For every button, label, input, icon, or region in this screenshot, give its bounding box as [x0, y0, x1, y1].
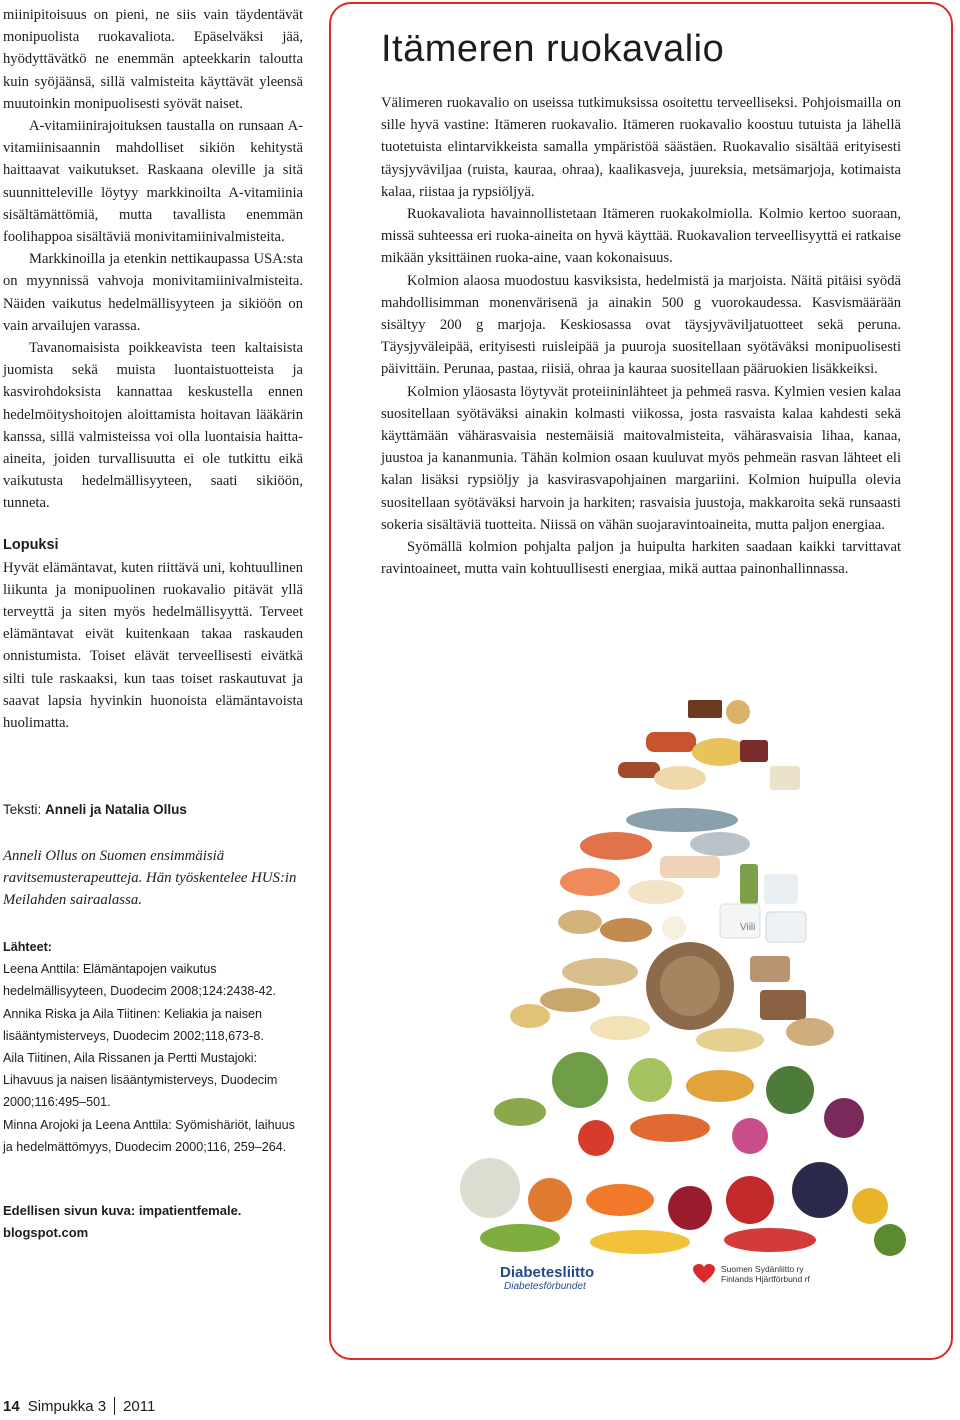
- paragraph-4: Tavanomaisista poikkeavista teen kaltaisista juomista sekä muista luontaistuotteista ja kasvirohdoksista kannattaa keskustella ennen hedelmöityshoitojen aloittamista hoitavan lääkärin kanssa, sillä valmisteissa voi olla luontaisia haitta-aineita, joiden turvallisuutta ei ole tutkittu eikä vaikutusta hedelmällisyyteen, saati sikiöön, tunneta.: [3, 340, 303, 512]
- box-paragraph: Välimeren ruokavalio on useissa tutkimuksissa osoitettu terveelliseksi. Pohjoismailla on sille hyvä vastine: Itämeren ruokavalio. Itämeren ruokavalio koostuu tutuista ja lähellä tuotetuista elintarvikkeista samalla ympäristöä säästäen. Ruokavalio sisältää erityisesti täysjyväviljaa (ruista, kauraa, ohraa), kaalikasveja, juureksia, metsämarjoja, kotimaista kalaa, riistaa ja rypsiöljyä.: [381, 95, 901, 200]
- heart-icon: [693, 1264, 715, 1284]
- paragraph-1: miinipitoisuus on pieni, ne siis vain täydentävät monipuolista ruokavaliota. Epäselväksi jää, hyödyttävätkö ne enemmän apteekkarin taloutta kuin syöjäänsä, sillä valmisteita käyttävät yleensä muutoinkin monipuolisesti syövät naiset.: [3, 7, 303, 112]
- pyramid-fruit-base: [460, 1158, 906, 1256]
- logo-right-line1: Suomen Sydänliitto ry: [721, 1264, 804, 1274]
- food-pyramid-image: [420, 660, 930, 1300]
- paragraph-2: A-vitamiinirajoituksen taustalla on runsaan A-vitamiinisaannin mahdolliset sikiön kehitystä haittaavat vaikutukset. Raskaana oleville ja sitä suunnitteleville löytyy markkinoilta A-vitamiinia sisältämättömiä, mutta tavallista enemmän foolihappoa sisältäviä monivitamiinivalmisteita.: [3, 118, 303, 246]
- source-item: Aila Tiitinen, Aila Rissanen ja Pertti Mustajoki: Lihavuus ja naisen lisääntymisterveys, Duodecim 2000;116:495–501.: [3, 1051, 278, 1110]
- source-item: Annika Riska ja Aila Tiitinen: Keliakia ja naisen lisääntymisterveys, Duodecim 2002;118,673-8.: [3, 1006, 264, 1043]
- page-footer: [3, 1394, 155, 1418]
- credit-authors: Anneli ja Natalia Ollus: [45, 802, 187, 817]
- box-paragraph: Syömällä kolmion pohjalta paljon ja huipulta harkiten saadaan kaikki tarvittavat ravintoaineet, mutta vain kohtuullisesti energiaa, mikä auttaa painonhallinnassa.: [381, 539, 901, 578]
- section-title-lopuksi: Lopuksi: [3, 536, 59, 553]
- box-title: Itämeren ruokavalio: [381, 28, 725, 70]
- pyramid-vegetable-tier: [494, 1052, 864, 1156]
- pyramid-grain-tier: [510, 942, 834, 1052]
- sources-list: [3, 936, 308, 1158]
- author-bio: Anneli Ollus on Suomen ensimmäisiä ravitsemusterapeutteja. Hän työskentelee HUS:in Meilahden sairaalassa.: [3, 848, 297, 909]
- box-text: [381, 92, 901, 580]
- issue-year: 2011: [123, 1397, 156, 1415]
- logo-left-line1: Diabetesliitto: [500, 1264, 595, 1281]
- pyramid-protein-tier: [558, 808, 806, 942]
- photo-credit: Edellisen sivun kuva: impatientfemale. blogspot.com: [3, 1203, 242, 1240]
- box-paragraph: Ruokavaliota havainnollistetaan Itämeren ruokakolmiolla. Kolmio kertoo suoraan, missä suhteessa eri ruoka-aineita on hyvä käyttää. Ruokavalion terveellisyyttä ei ratkaise mikään yksittäinen ruoka-aine, vaan kokonaisuus.: [381, 206, 901, 267]
- source-item: Leena Anttila: Elämäntapojen vaikutus hedelmällisyyteen, Duodecim 2008;124:2438-42.: [3, 962, 277, 999]
- food-pyramid-illustration: [420, 660, 930, 1300]
- diabetesliitto-logo: [500, 1264, 594, 1292]
- magazine-name: Simpukka 3: [27, 1397, 107, 1415]
- footer-divider: [114, 1397, 115, 1415]
- pyramid-top-sweets: [618, 700, 800, 790]
- paragraph-5: Hyvät elämäntavat, kuten riittävä uni, kohtuullinen liikunta ja monipuolinen ruokavalio pitävät yllä terveyttä ja siten myös hedelmällisyyttä. Terveet elämäntavat eivät kuitenkaan takaa raskauden onnistumista. Toiset elävät terveellisesti eivätkä silti tule raskaaksi, kun taas toiset raskautuvat ja saavat lapsia hyvinkin huonoista elämäntavoista huolimatta.: [3, 559, 303, 732]
- sydanliitto-logo: [693, 1264, 810, 1284]
- logo-right-line2: Finlands Hjärtförbund rf: [721, 1274, 810, 1284]
- logo-left-line2: Diabetesförbundet: [504, 1281, 586, 1292]
- author-credit: [3, 802, 303, 817]
- left-column: [3, 4, 303, 734]
- credit-label: Teksti:: [3, 802, 42, 817]
- box-paragraph: Kolmion alaosa muodostuu kasviksista, hedelmistä ja marjoista. Näitä pitäisi syödä mahdollisimman monenvärisenä ja ainakin 500 g vuorokaudessa. Kasvismäärään sisältyy 200 g marjoja. Keskiosassa ovat täysjyväviljatuotteet sekä peruna. Täysjyväleipää, erityisesti ruisleipää ja puuroja suositellaan syötäväksi monipuolisesti päivittäin. Perunaa, pastaa, riisiä, ohraa ja kauraa suositellaan pääruokien lisäkkeiksi.: [381, 272, 901, 378]
- paragraph-3: Markkinoilla ja etenkin nettikaupassa USA:sta on myynnissä vahvoja monivitamiinivalmisteita. Näiden vaikutus hedelmällisyyteen ja sikiöön on vain arvailujen varassa.: [3, 251, 303, 334]
- milk-label: Viili: [740, 922, 756, 933]
- sources-heading: Lähteet:: [3, 940, 52, 954]
- page-number: 14: [3, 1397, 20, 1415]
- box-paragraph: Kolmion yläosasta löytyvät proteiininlähteet ja pehmeä rasva. Kylmien vesien kalaa suositellaan syötäväksi ainakin kolmasti viikossa, josta rasvaista kalaa kahdesti sekä käyttämään vähärasvaisia nestemäisiä maitovalmisteita, vähärasvaisia lihaa, kanaa, juustoa ja kananmunia. Tähän kolmion osaan kuuluvat myös pehmeän rasvan lähteet eli kalan lisäksi rypsiöljy ja kasvirasvapohjainen margariini. Kolmion huipulla olevia suositellaan syötäväksi harvoin ja harkiten; rasvaisia juustoja, makkaroita sekä runsaasti sokeria sisältäviä tuotteita. Niissä on vähän suojaravintoaineita, mutta paljon energiaa.: [381, 383, 901, 533]
- source-item: Minna Arojoki ja Leena Anttila: Syömishäriöt, laihuus ja hedelmättömyys, Duodecim 2000;116, 259–264.: [3, 1117, 295, 1154]
